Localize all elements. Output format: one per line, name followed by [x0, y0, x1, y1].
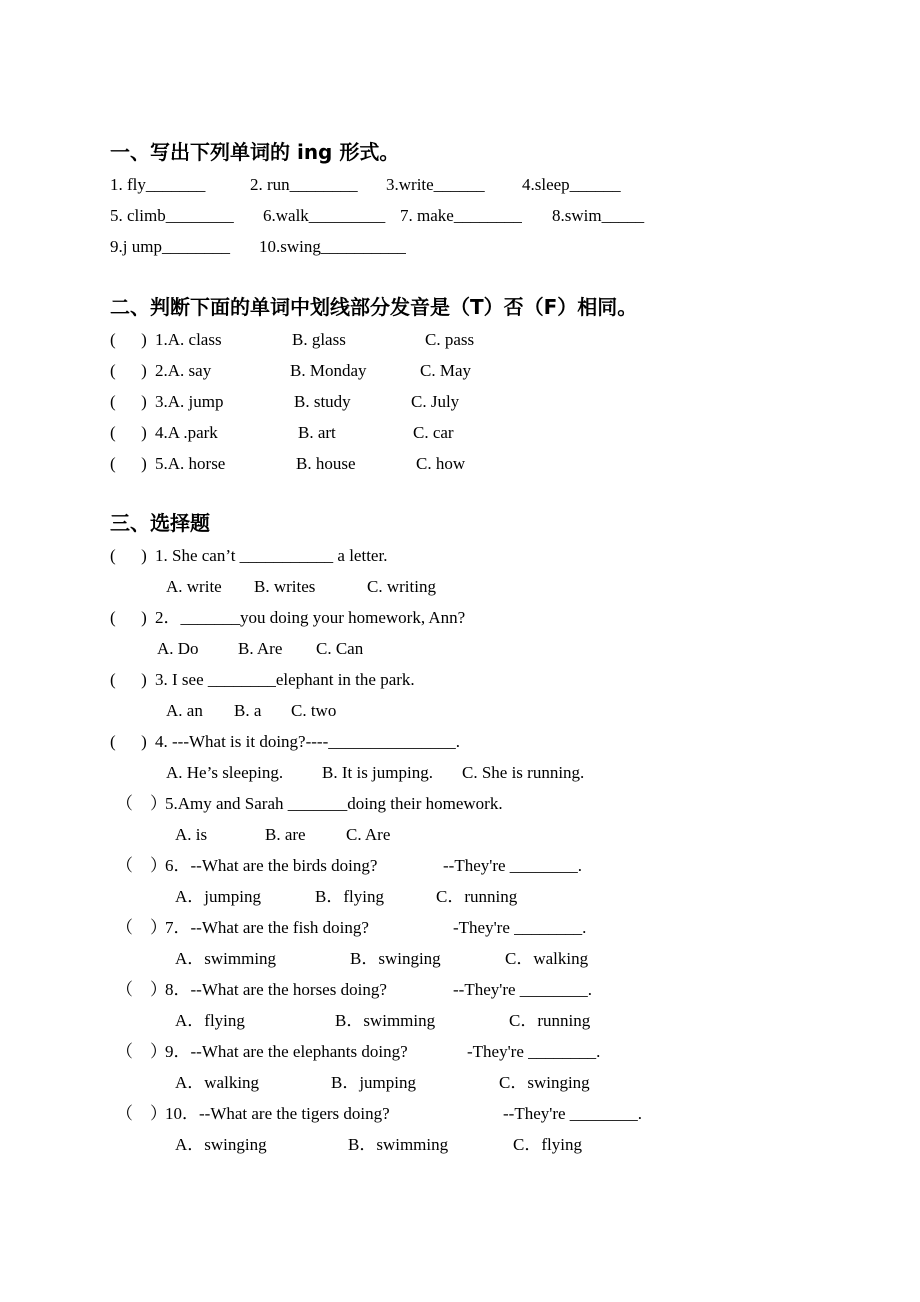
section3-title: 三、选择题: [110, 511, 210, 535]
option-c: C. pass: [425, 330, 475, 349]
question-text: 3. I see ________elephant in the park.: [155, 670, 415, 689]
option-a: A．jumping: [175, 887, 261, 906]
answer-prompt: -They're ________.: [467, 1042, 601, 1061]
answer-paren[interactable]: （ ）: [116, 980, 167, 999]
question-text: 5.Amy and Sarah _______doing their homework.: [165, 794, 503, 813]
option-c: C. writing: [367, 577, 436, 596]
question-text: 2．_______you doing your homework, Ann?: [155, 608, 466, 627]
option-c: C．flying: [513, 1135, 582, 1154]
option-b: B. house: [296, 454, 356, 473]
word-climb: 5. climb________: [110, 206, 234, 225]
option-b: B．jumping: [331, 1073, 417, 1092]
answer-paren[interactable]: ( ): [110, 392, 147, 411]
option-a: A．flying: [175, 1011, 245, 1030]
option-b: B．flying: [315, 887, 384, 906]
word-swing: 10.swing__________: [259, 237, 406, 256]
question-text: 9．--What are the elephants doing?: [165, 1042, 408, 1061]
option-b: B. are: [265, 825, 306, 844]
option-a: A. is: [175, 825, 208, 844]
option-c: C. Are: [346, 825, 391, 844]
answer-paren[interactable]: ( ): [110, 546, 147, 565]
option-b: B. Monday: [290, 361, 367, 380]
option-a: A. write: [166, 577, 222, 596]
option-c: C. July: [411, 392, 460, 411]
answer-paren[interactable]: （ ）: [116, 1104, 167, 1123]
answer-paren[interactable]: ( ): [110, 454, 147, 473]
question-text: 7．--What are the fish doing?: [165, 918, 369, 937]
option-b: B. It is jumping.: [322, 763, 433, 782]
word-swim: 8.swim_____: [552, 206, 645, 225]
answer-prompt: -They're ________.: [453, 918, 587, 937]
word-make: 7. make________: [400, 206, 522, 225]
option-a: A．swinging: [175, 1135, 267, 1154]
option-a: A. He’s sleeping.: [166, 763, 284, 782]
option-b: B. writes: [254, 577, 316, 596]
answer-prompt: --They're ________.: [453, 980, 593, 999]
option-a: A．swimming: [175, 949, 277, 968]
option-c: C. car: [413, 423, 454, 442]
option-b: B．swimming: [335, 1011, 436, 1030]
answer-paren[interactable]: ( ): [110, 732, 147, 751]
answer-paren[interactable]: ( ): [110, 361, 147, 380]
option-b: B．swinging: [350, 949, 441, 968]
option-b: B. a: [234, 701, 262, 720]
option-c: C. how: [416, 454, 466, 473]
question-text: 1. She can’t ___________ a letter.: [155, 546, 388, 565]
option-c: C．running: [436, 887, 518, 906]
option-c: C. two: [291, 701, 337, 720]
option-b: B. art: [298, 423, 336, 442]
answer-paren[interactable]: （ ）: [116, 856, 167, 875]
option-a: 3.A. jump: [155, 392, 224, 411]
option-a: A. an: [166, 701, 203, 720]
answer-prompt: --They're ________.: [443, 856, 583, 875]
option-b: B. glass: [292, 330, 346, 349]
option-a: 5.A. horse: [155, 454, 226, 473]
word-walk: 6.walk_________: [263, 206, 386, 225]
question-text: 6．--What are the birds doing?: [165, 856, 378, 875]
question-text: 4. ---What is it doing?----_______________.: [155, 732, 460, 751]
option-a: 4.A .park: [155, 423, 218, 442]
word-write: 3.write______: [386, 175, 485, 194]
option-c: C. She is running.: [462, 763, 585, 782]
option-a: 2.A. say: [155, 361, 212, 380]
option-c: C．running: [509, 1011, 591, 1030]
option-a: A. Do: [157, 639, 199, 658]
word-run: 2. run________: [250, 175, 358, 194]
answer-prompt: --They're ________.: [503, 1104, 643, 1123]
word-sleep: 4.sleep______: [522, 175, 621, 194]
option-a: A．walking: [175, 1073, 260, 1092]
option-b: B. study: [294, 392, 351, 411]
answer-paren[interactable]: ( ): [110, 608, 147, 627]
section2-title: 二、判断下面的单词中划线部分发音是（T）否（F）相同。: [110, 295, 638, 319]
word-fly: 1. fly_______: [110, 175, 206, 194]
option-b: B. Are: [238, 639, 283, 658]
question-text: 8．--What are the horses doing?: [165, 980, 387, 999]
option-c: C．walking: [505, 949, 589, 968]
answer-paren[interactable]: ( ): [110, 670, 147, 689]
answer-paren[interactable]: （ ）: [116, 918, 167, 937]
word-jump: 9.j ump________: [110, 237, 230, 256]
option-b: B．swimming: [348, 1135, 449, 1154]
option-c: C．swinging: [499, 1073, 590, 1092]
answer-paren[interactable]: ( ): [110, 423, 147, 442]
option-a: 1.A. class: [155, 330, 222, 349]
section1-title: 一、写出下列单词的 ing 形式。: [110, 140, 400, 164]
answer-paren[interactable]: ( ): [110, 330, 147, 349]
option-c: C. May: [420, 361, 471, 380]
option-c: C. Can: [316, 639, 364, 658]
answer-paren[interactable]: （ ）: [116, 1042, 167, 1061]
question-text: 10．--What are the tigers doing?: [165, 1104, 390, 1123]
answer-paren[interactable]: （ ）: [116, 794, 167, 813]
